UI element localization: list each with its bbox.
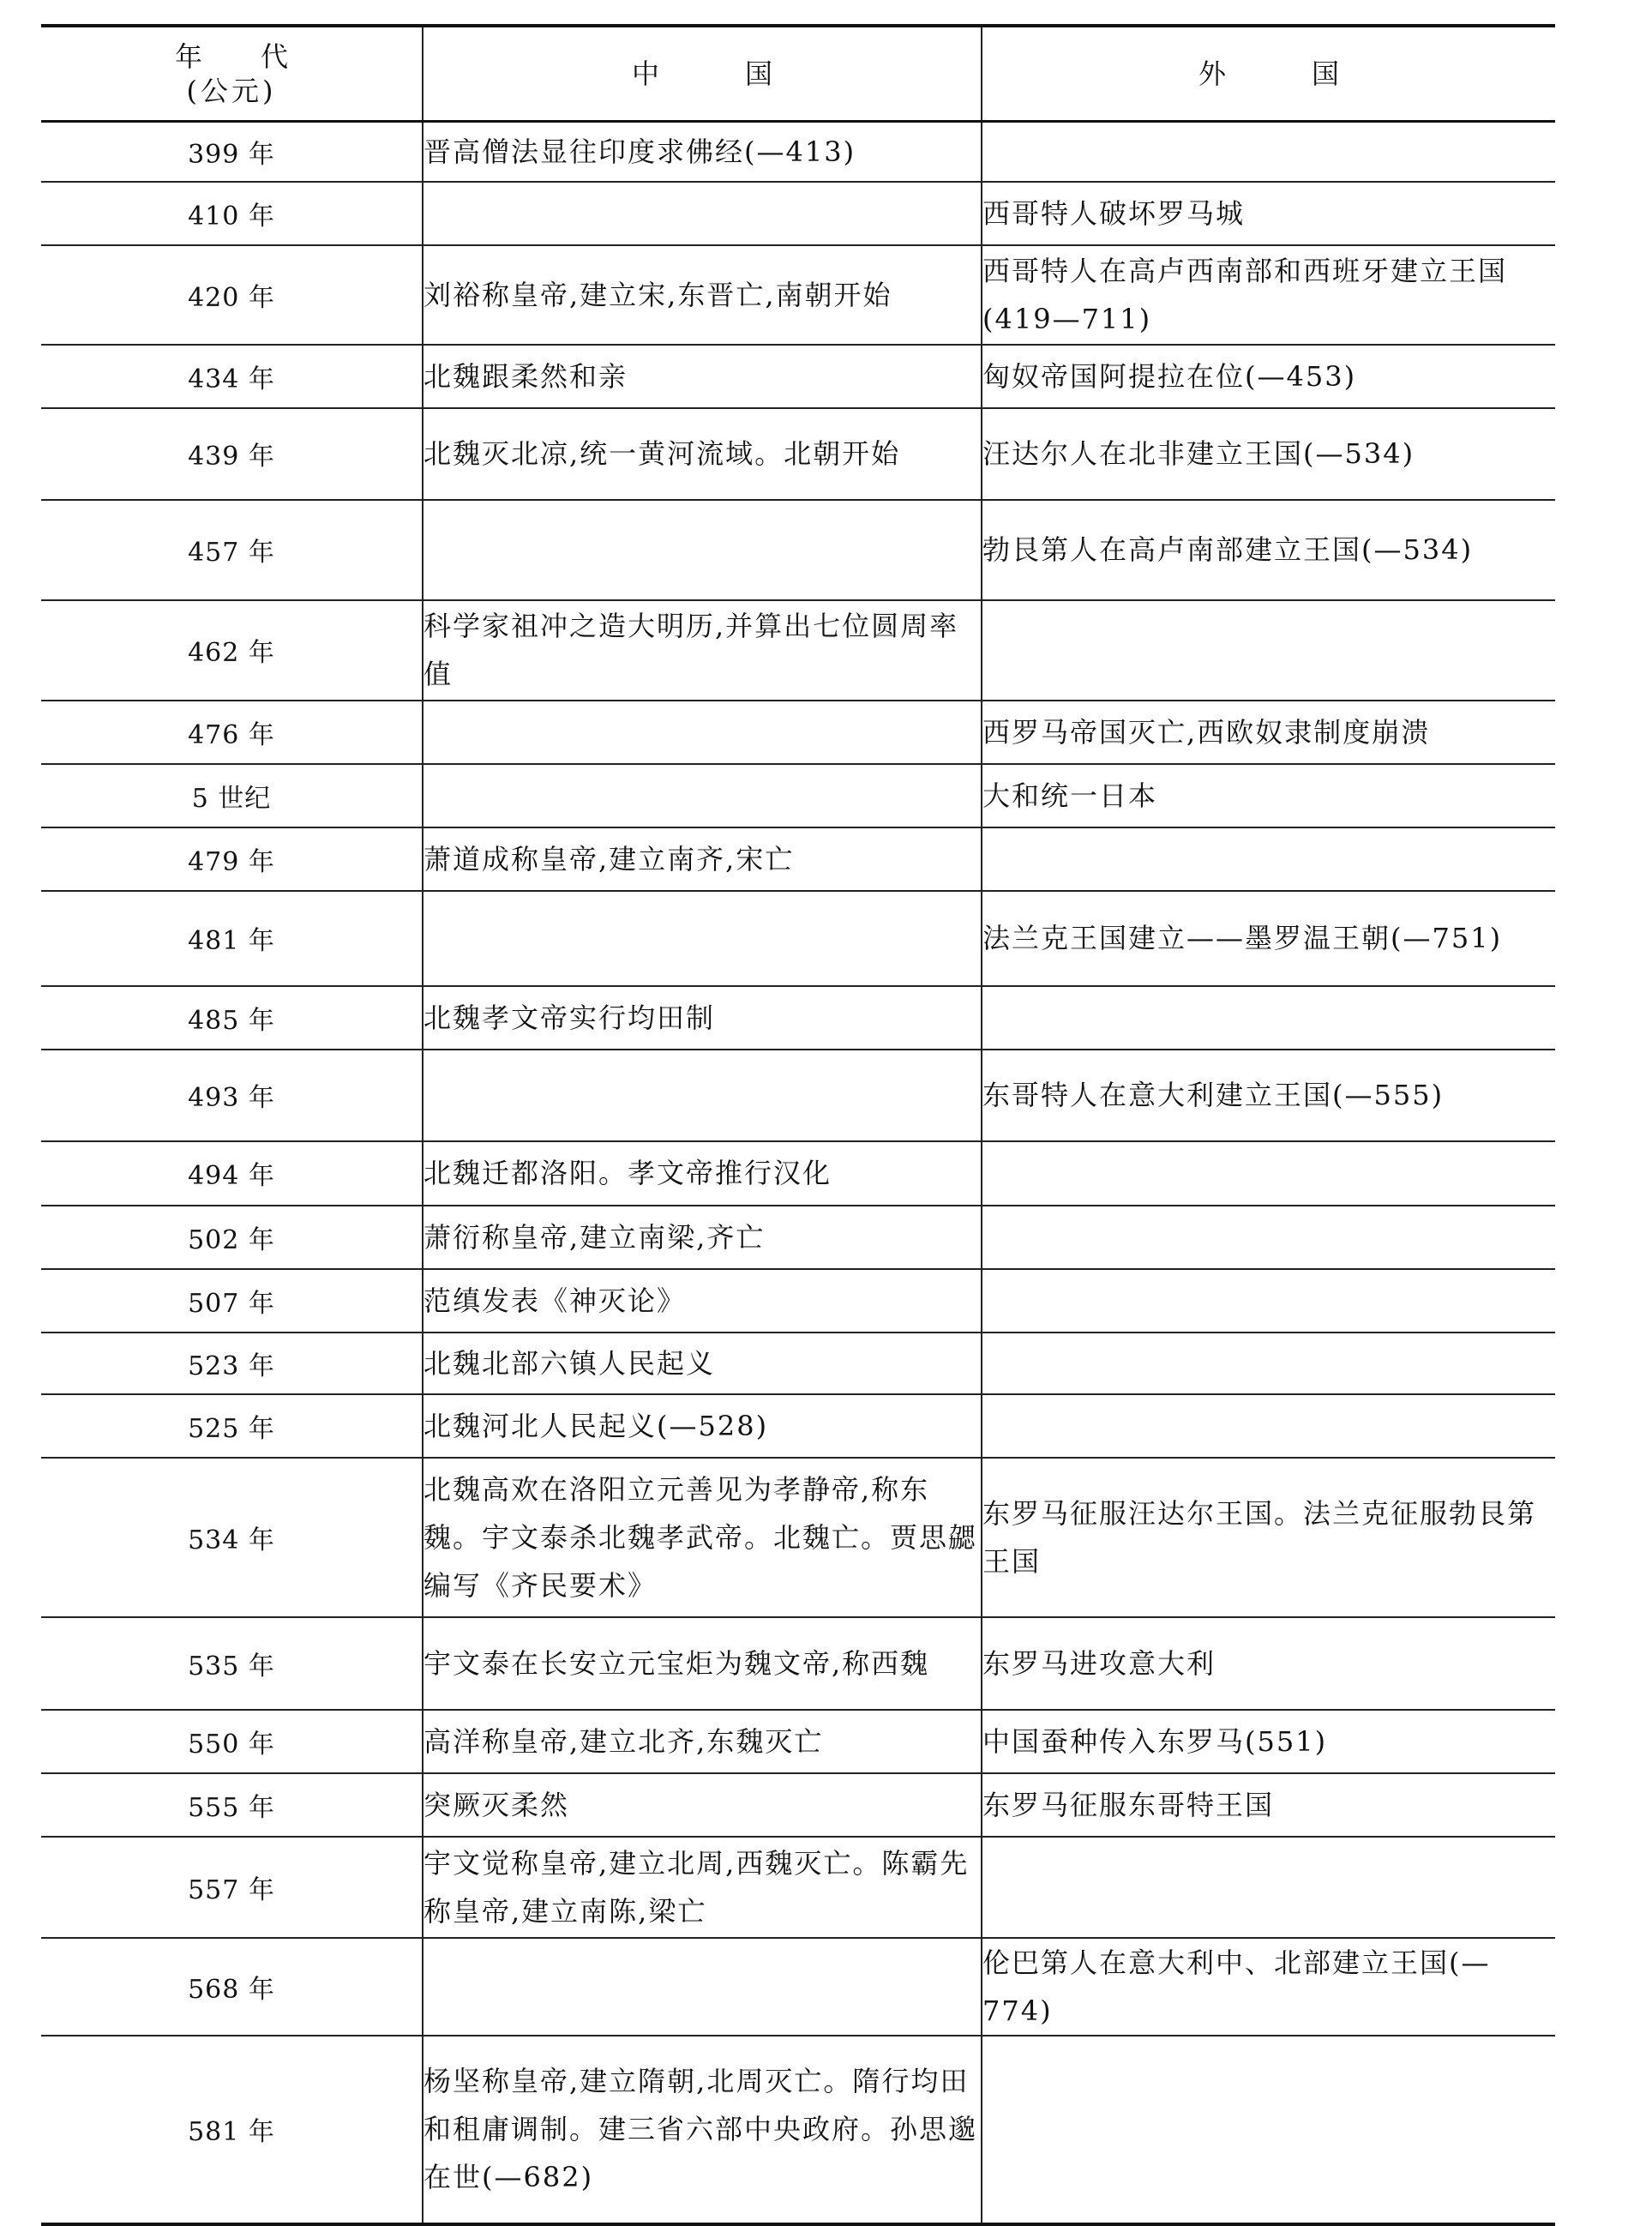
foreign-event-cell [982,1269,1555,1333]
year-cell: 479 年 [41,827,423,891]
foreign-event-cell [982,2036,1555,2224]
china-event-cell: 刘裕称皇帝,建立宋,东晋亡,南朝开始 [423,245,982,345]
table-row [41,2036,1555,2224]
china-event-cell: 杨坚称皇帝,建立隋朝,北周灭亡。隋行均田和租庸调制。建三省六部中央政府。孙思邈在世(—682) [423,2036,982,2224]
foreign-event-cell: 东罗马征服东哥特王国 [982,1773,1555,1837]
china-event-cell: 北魏高欢在洛阳立元善见为孝静帝,称东魏。宇文泰杀北魏孝武帝。北魏亡。贾思勰编写《齐民要术》 [423,1458,982,1617]
table-row [41,827,1555,891]
foreign-event-cell [982,986,1555,1050]
table-row [41,764,1555,827]
table-row [41,245,1555,345]
header-row [41,26,1555,122]
foreign-event-cell: 西哥特人破坏罗马城 [982,182,1555,245]
china-event-cell: 晋高僧法显往印度求佛经(—413) [423,122,982,182]
year-cell: 555 年 [41,1773,423,1837]
table-row [41,1269,1555,1333]
china-event-cell: 高洋称皇帝,建立北齐,东魏灭亡 [423,1710,982,1773]
foreign-event-cell [982,122,1555,182]
foreign-event-cell: 勃艮第人在高卢南部建立王国(—534) [982,500,1555,600]
table-row [41,182,1555,245]
foreign-event-cell: 东哥特人在意大利建立王国(—555) [982,1050,1555,1141]
foreign-event-cell [982,1394,1555,1458]
table-row [41,345,1555,408]
china-event-cell [423,1050,982,1141]
table-row [41,1458,1555,1617]
year-cell: 494 年 [41,1141,423,1206]
year-cell: 535 年 [41,1617,423,1710]
foreign-event-cell [982,1141,1555,1206]
header-china-label: 中国 [631,57,858,90]
table-row [41,500,1555,600]
china-event-cell: 北魏孝文帝实行均田制 [423,986,982,1050]
china-event-cell [423,701,982,764]
year-cell: 457 年 [41,500,423,600]
year-cell: 534 年 [41,1458,423,1617]
table-row [41,1206,1555,1269]
year-cell: 507 年 [41,1269,423,1333]
table-row [41,1938,1555,2036]
foreign-event-cell: 西罗马帝国灭亡,西欧奴隶制度崩溃 [982,701,1555,764]
table-row [41,1141,1555,1206]
year-cell: 420 年 [41,245,423,345]
year-cell: 485 年 [41,986,423,1050]
year-cell: 523 年 [41,1333,423,1394]
year-cell: 568 年 [41,1938,423,2036]
foreign-event-cell: 西哥特人在高卢西南部和西班牙建立王国(419—711) [982,245,1555,345]
header-foreign [982,26,1555,122]
year-cell: 581 年 [41,2036,423,2224]
foreign-event-cell [982,1333,1555,1394]
table-row [41,1333,1555,1394]
year-cell: 5 世纪 [41,764,423,827]
header-year-unit: (公元) [186,75,277,107]
table-row [41,122,1555,182]
china-event-cell [423,1938,982,2036]
china-event-cell: 北魏灭北凉,统一黄河流域。北朝开始 [423,408,982,500]
china-event-cell [423,764,982,827]
china-event-cell: 宇文泰在长安立元宝炬为魏文帝,称西魏 [423,1617,982,1710]
china-event-cell: 萧道成称皇帝,建立南齐,宋亡 [423,827,982,891]
table-row [41,1710,1555,1773]
table-row [41,1394,1555,1458]
table-row [41,891,1555,986]
year-cell: 439 年 [41,408,423,500]
china-event-cell: 北魏河北人民起义(—528) [423,1394,982,1458]
china-event-cell: 科学家祖冲之造大明历,并算出七位圆周率值 [423,600,982,701]
year-cell: 481 年 [41,891,423,986]
table-row [41,986,1555,1050]
table-row [41,600,1555,701]
table-row [41,701,1555,764]
chronology-table [41,24,1555,2226]
year-cell: 493 年 [41,1050,423,1141]
table-row [41,1837,1555,1938]
foreign-event-cell: 中国蚕种传入东罗马(551) [982,1710,1555,1773]
china-event-cell [423,182,982,245]
table-row [41,1617,1555,1710]
header-year-label: 年代 [174,40,346,73]
foreign-event-cell: 伦巴第人在意大利中、北部建立王国(—774) [982,1938,1555,2036]
foreign-event-cell: 大和统一日本 [982,764,1555,827]
foreign-event-cell: 东罗马征服汪达尔王国。法兰克征服勃艮第王国 [982,1458,1555,1617]
table-row [41,408,1555,500]
year-cell: 525 年 [41,1394,423,1458]
header-year [41,26,423,122]
foreign-event-cell: 汪达尔人在北非建立王国(—534) [982,408,1555,500]
foreign-event-cell [982,827,1555,891]
foreign-event-cell [982,600,1555,701]
table-row [41,1773,1555,1837]
chronology-page [41,24,1555,2226]
foreign-event-cell: 法兰克王国建立——墨罗温王朝(—751) [982,891,1555,986]
year-cell: 462 年 [41,600,423,701]
china-event-cell [423,500,982,600]
year-cell: 502 年 [41,1206,423,1269]
year-cell: 434 年 [41,345,423,408]
china-event-cell: 萧衍称皇帝,建立南梁,齐亡 [423,1206,982,1269]
year-cell: 410 年 [41,182,423,245]
china-event-cell: 北魏跟柔然和亲 [423,345,982,408]
foreign-event-cell: 匈奴帝国阿提拉在位(—453) [982,345,1555,408]
foreign-event-cell: 东罗马进攻意大利 [982,1617,1555,1710]
china-event-cell: 宇文觉称皇帝,建立北周,西魏灭亡。陈霸先称皇帝,建立南陈,梁亡 [423,1837,982,1938]
year-cell: 550 年 [41,1710,423,1773]
year-cell: 557 年 [41,1837,423,1938]
table-row [41,1050,1555,1141]
foreign-event-cell [982,1206,1555,1269]
china-event-cell: 突厥灭柔然 [423,1773,982,1837]
foreign-event-cell [982,1837,1555,1938]
year-cell: 399 年 [41,122,423,182]
china-event-cell: 范缜发表《神灭论》 [423,1269,982,1333]
header-foreign-label: 外国 [1198,57,1425,90]
china-event-cell [423,891,982,986]
header-china [423,26,982,122]
year-cell: 476 年 [41,701,423,764]
china-event-cell: 北魏北部六镇人民起义 [423,1333,982,1394]
china-event-cell: 北魏迁都洛阳。孝文帝推行汉化 [423,1141,982,1206]
